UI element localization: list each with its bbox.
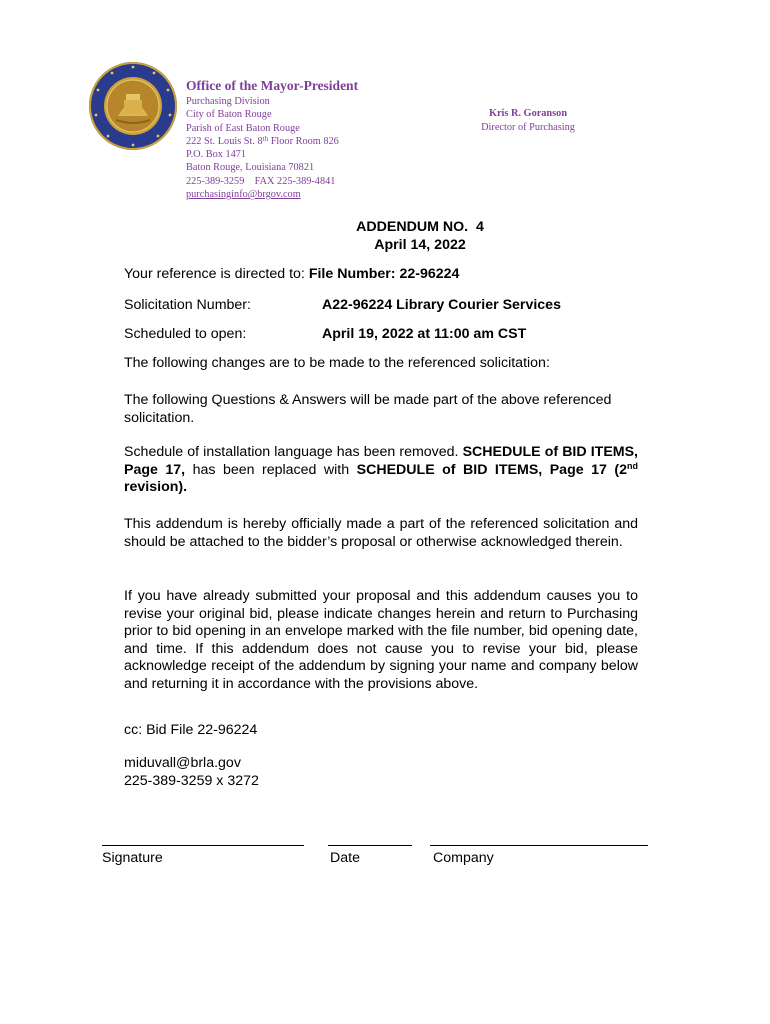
scheduled-value: April 19, 2022 at 11:00 am CST	[322, 326, 527, 342]
schedule-text-c: has been replaced with	[185, 461, 357, 478]
solicitation-row	[124, 297, 644, 315]
schedule-text-d: SCHEDULE of BID ITEMS, Page 17 (2	[356, 461, 627, 478]
addendum-date: April 14, 2022	[374, 236, 466, 253]
schedule-text-e: revision).	[124, 479, 188, 496]
file-number: File Number: 22-96224	[308, 266, 460, 282]
director-block	[438, 107, 618, 134]
street-sup: th	[262, 134, 269, 143]
city-parish-seal	[88, 60, 178, 152]
street-pre: 222 St. Louis St. 8	[186, 135, 263, 147]
company-line	[430, 845, 648, 846]
division: Purchasing Division	[186, 96, 270, 107]
contact-email[interactable]: miduvall@brla.gov	[124, 755, 241, 771]
date-label: Date	[330, 850, 360, 866]
schedule-text-b: SCHEDULE of BID ITEMS, Page 17,	[124, 444, 639, 478]
scheduled-row	[124, 326, 644, 344]
city-state: Baton Rouge, Louisiana 70821	[186, 162, 315, 174]
solicitation-label: Solicitation Number:	[124, 297, 251, 313]
addendum-heading	[300, 219, 540, 254]
street-address	[186, 135, 339, 148]
reference-lead: Your reference is directed to:	[124, 266, 309, 282]
parish: Parish of East Baton Rouge	[186, 122, 300, 134]
solicitation-value: A22-96224 Library Courier Services	[322, 297, 561, 313]
scheduled-label: Scheduled to open:	[124, 326, 247, 342]
schedule-sup: nd	[626, 460, 638, 471]
director-title: Director of Purchasing	[481, 121, 575, 133]
office-title: Office of the Mayor-President	[186, 78, 359, 93]
company-label: Company	[433, 850, 494, 866]
cc-line: cc: Bid File 22-96224	[124, 722, 258, 738]
submitted-paragraph: If you have already submitted your proposal and this addendum causes you to revise your original bid, please indicate changes herein and return to Purchasing prior to bid opening in an envelope marked with the file number, bid opening date, and time. If this addendum does not cause you to revise your bid, please acknowledge receipt of the addendum by signing your name and company below and returning it in accordance with the provisions above.	[124, 588, 638, 692]
street-post: Floor Room 826	[268, 135, 339, 147]
po-box: P.O. Box 1471	[186, 149, 247, 161]
changes-intro: The following changes are to be made to the referenced solicitation:	[124, 355, 550, 371]
letterhead-address	[186, 95, 339, 201]
director-name: Kris R. Goranson	[488, 108, 568, 119]
phone-fax: 225-389-3259 FAX 225-389-4841	[186, 175, 336, 187]
purchasing-email-link[interactable]: purchasinginfo@brgov.com	[186, 189, 301, 201]
signature-label: Signature	[102, 850, 163, 866]
qa-paragraph: The following Questions & Answers will be made part of the above referenced solicitation.	[124, 392, 612, 426]
addendum-number: ADDENDUM NO. 4	[356, 219, 484, 235]
schedule-paragraph	[124, 444, 638, 497]
reference-line	[124, 266, 644, 284]
date-line	[328, 845, 412, 846]
schedule-text-a: Schedule of installation language has been removed.	[124, 444, 463, 460]
city: City of Baton Rouge	[186, 109, 272, 121]
signature-line	[102, 845, 304, 846]
contact-phone: 225-389-3259 x 3272	[124, 773, 259, 789]
official-paragraph: This addendum is hereby officially made a part of the referenced solicitation and should be attached to the bidder’s proposal or otherwise acknowledged therein.	[124, 516, 638, 550]
